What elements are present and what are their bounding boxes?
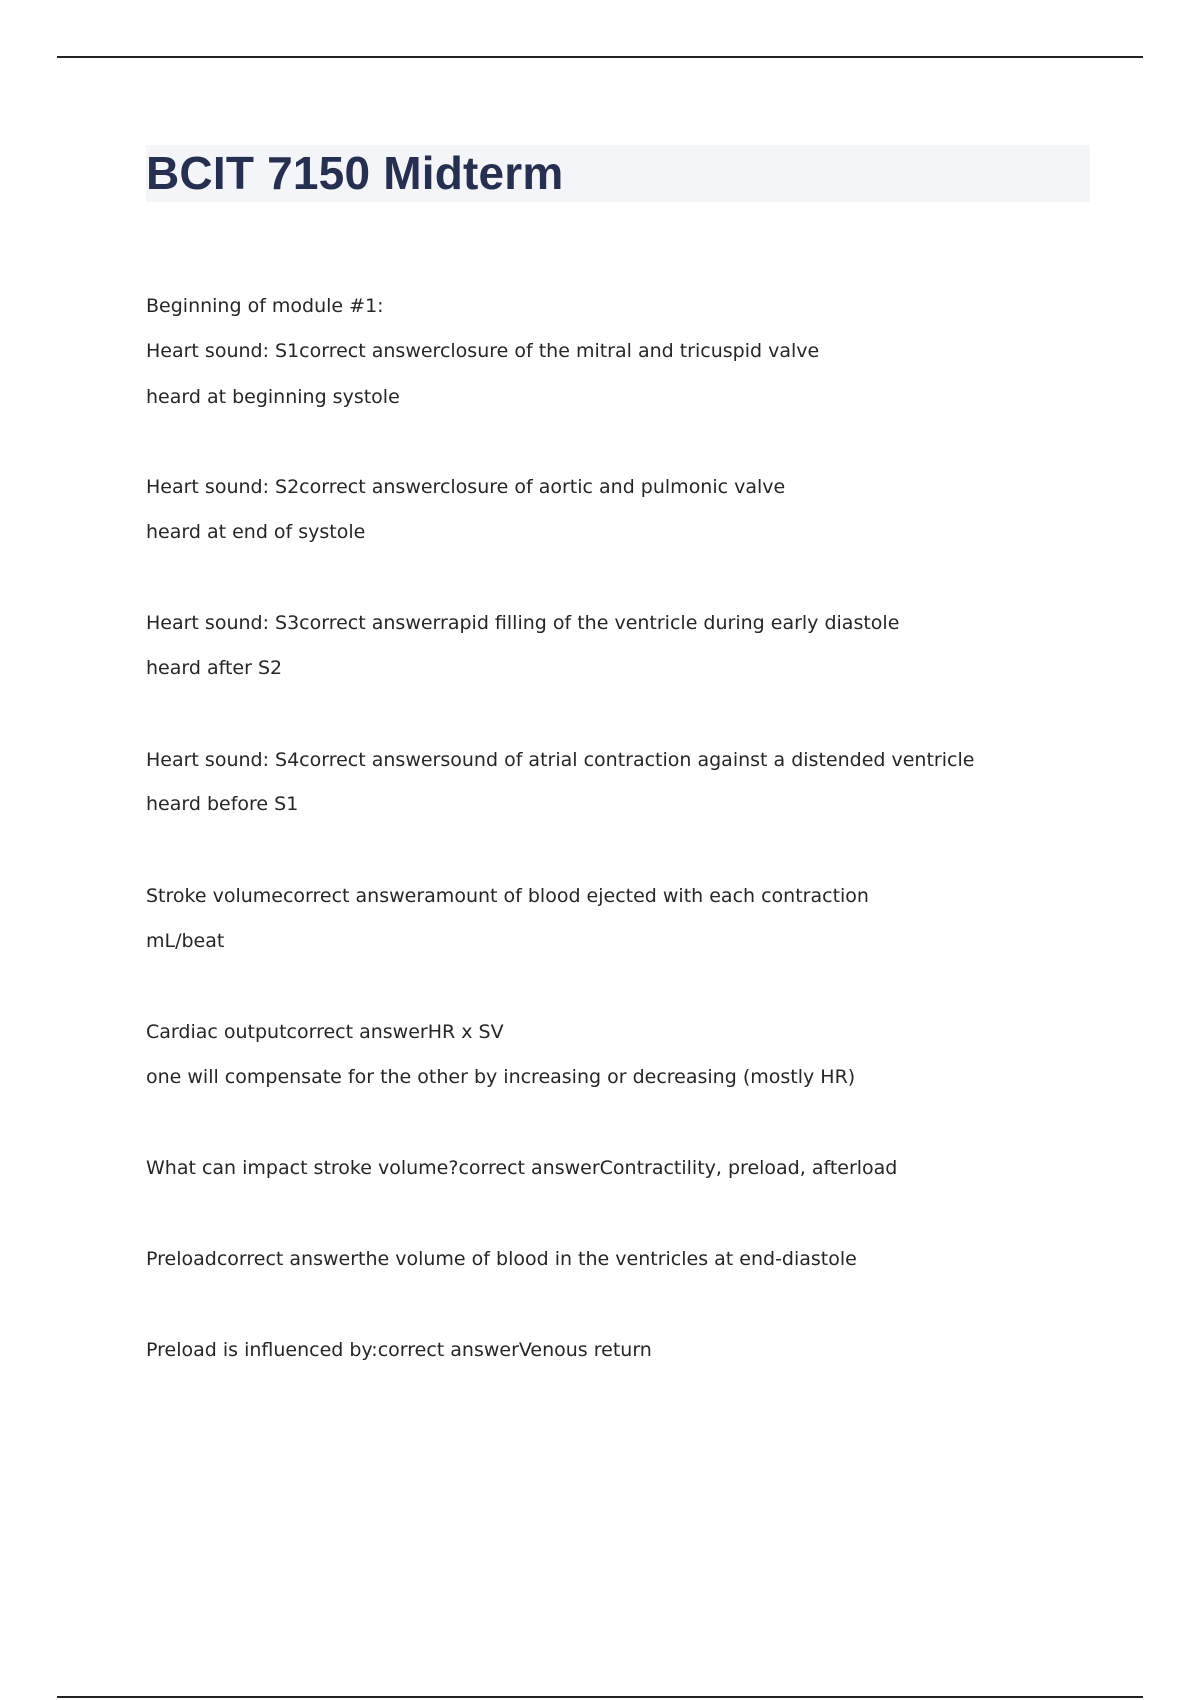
flashcard-line: Preload is influenced by:correct answerVenous return <box>146 1339 652 1361</box>
flashcard-line: heard before S1 <box>146 793 299 815</box>
flashcard-line: Heart sound: S2correct answerclosure of aortic and pulmonic valve <box>146 476 786 498</box>
flashcard-line: What can impact stroke volume?correct answerContractility, preload, afterload <box>146 1157 898 1179</box>
flashcard-line: Preloadcorrect answerthe volume of blood in the ventricles at end-diastole <box>146 1248 857 1270</box>
module-heading: Beginning of module #1: <box>146 295 384 317</box>
flashcard-line: one will compensate for the other by increasing or decreasing (mostly HR) <box>146 1066 856 1088</box>
top-divider <box>57 56 1143 58</box>
flashcard-line: Heart sound: S1correct answerclosure of the mitral and tricuspid valve <box>146 340 820 362</box>
bottom-divider <box>57 1696 1143 1698</box>
flashcard-line: heard at beginning systole <box>146 386 400 408</box>
flashcard-line: Stroke volumecorrect answeramount of blood ejected with each contraction <box>146 885 869 907</box>
flashcard-line: mL/beat <box>146 930 225 952</box>
flashcard-line: heard after S2 <box>146 657 283 679</box>
page-title: BCIT 7150 Midterm <box>146 147 564 199</box>
flashcard-line: Heart sound: S3correct answerrapid filling of the ventricle during early diastole <box>146 612 900 634</box>
flashcard-line: heard at end of systole <box>146 521 366 543</box>
flashcard-line: Heart sound: S4correct answersound of atrial contraction against a distended ventricle <box>146 749 975 771</box>
flashcard-line: Cardiac outputcorrect answerHR x SV <box>146 1021 504 1043</box>
